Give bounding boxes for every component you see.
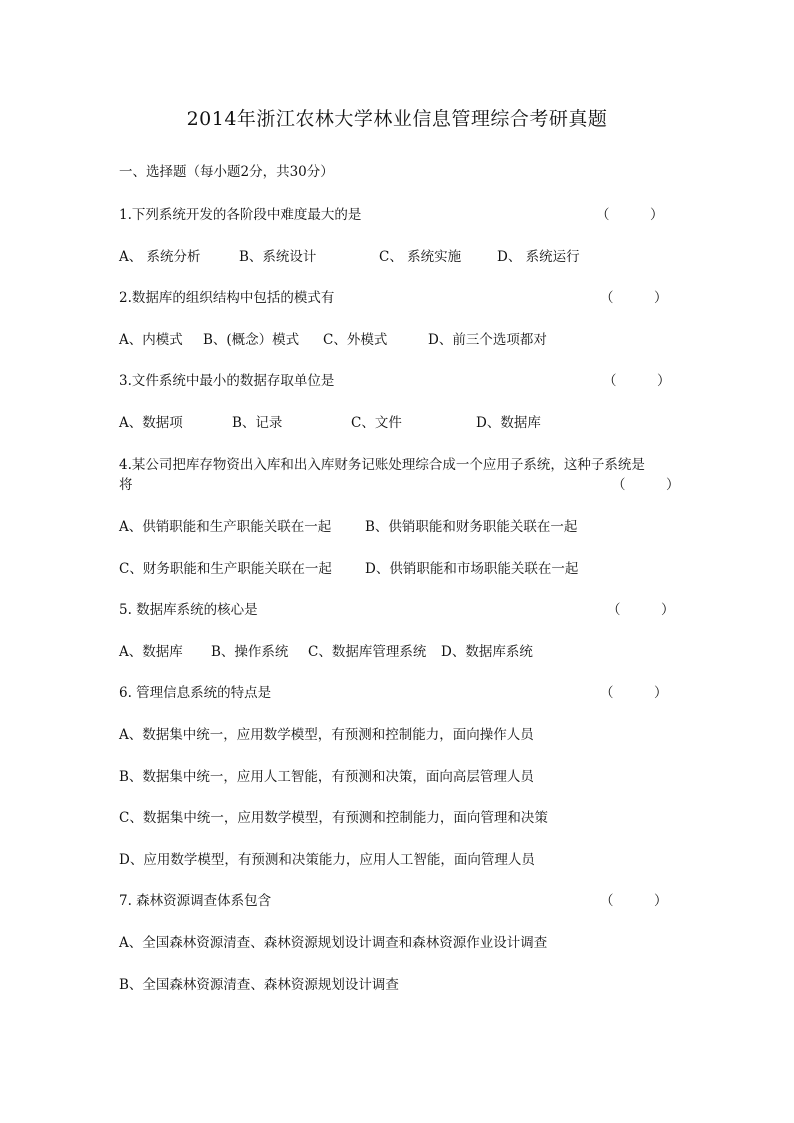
question-4-blank: （ ）: [612, 477, 680, 493]
question-7-option-a: A、全国森林资源清查、森林资源规划设计调查和森林资源作业设计调查: [119, 935, 548, 951]
question-7-blank: （ ）: [600, 893, 668, 909]
question-6-option-b: B、数据集中统一，应用人工智能，有预测和决策，面向高层管理人员: [119, 769, 534, 785]
question-7-option-b: B、全国森林资源清查、森林资源规划设计调查: [119, 977, 399, 993]
question-2-option-b: B、(概念）模式: [203, 332, 300, 348]
question-4-stem-line-2: 将: [119, 477, 133, 493]
question-3-option-a: A、数据项: [119, 415, 183, 431]
question-6-option-d: D、应用数学模型，有预测和决策能力，应用人工智能，面向管理人员: [119, 852, 535, 868]
question-7-stem: 7. 森林资源调查体系包含: [119, 893, 272, 909]
question-5-option-d: D、数据库系统: [441, 644, 533, 660]
question-1-stem: 1.下列系统开发的各阶段中难度最大的是: [119, 207, 362, 223]
question-5-blank: （ ）: [607, 602, 675, 618]
question-4-option-c: C、财务职能和生产职能关联在一起: [119, 561, 332, 577]
question-6-option-a: A、数据集中统一，应用数学模型，有预测和控制能力，面向操作人员: [119, 727, 534, 743]
question-5-option-a: A、数据库: [119, 644, 183, 660]
question-1-blank: （ ）: [596, 207, 664, 223]
question-2-stem: 2.数据库的组织结构中包括的模式有: [119, 290, 335, 306]
question-2-option-a: A、内模式: [119, 332, 183, 348]
question-3-option-d: D、数据库: [476, 415, 541, 431]
question-1-option-c: C、 系统实施: [379, 249, 462, 265]
question-3-option-c: C、文件: [351, 415, 402, 431]
question-3-stem: 3.文件系统中最小的数据存取单位是: [119, 373, 335, 389]
question-3-option-b: B、记录: [232, 415, 283, 431]
question-4-stem-line-1: 4.某公司把库存物资出入库和出入库财务记账处理综合成一个应用子系统，这种子系统是: [119, 457, 645, 473]
question-6-stem: 6. 管理信息系统的特点是: [119, 685, 272, 701]
question-1-option-a: A、 系统分析: [119, 249, 201, 265]
document-title: 2014年浙江农林大学林业信息管理综合考研真题: [186, 108, 608, 130]
question-5-option-c: C、数据库管理系统: [308, 644, 427, 660]
question-4-option-d: D、供销职能和市场职能关联在一起: [365, 561, 579, 577]
question-5-stem: 5. 数据库系统的核心是: [119, 602, 258, 618]
section-heading: 一、选择题（每小题2分，共30分）: [119, 164, 334, 180]
question-6-option-c: C、数据集中统一，应用数学模型，有预测和控制能力，面向管理和决策: [119, 810, 548, 826]
question-6-blank: （ ）: [600, 685, 668, 701]
question-2-option-d: D、前三个选项都对: [428, 332, 547, 348]
question-4-option-a: A、供销职能和生产职能关联在一起: [119, 519, 332, 535]
question-1-option-d: D、 系统运行: [497, 249, 580, 265]
question-1-option-b: B、系统设计: [239, 249, 317, 265]
question-5-option-b: B、操作系统: [211, 644, 289, 660]
question-3-blank: （ ）: [603, 373, 671, 389]
question-2-option-c: C、外模式: [323, 332, 388, 348]
question-4-option-b: B、供销职能和财务职能关联在一起: [365, 519, 578, 535]
question-2-blank: （ ）: [600, 290, 668, 306]
